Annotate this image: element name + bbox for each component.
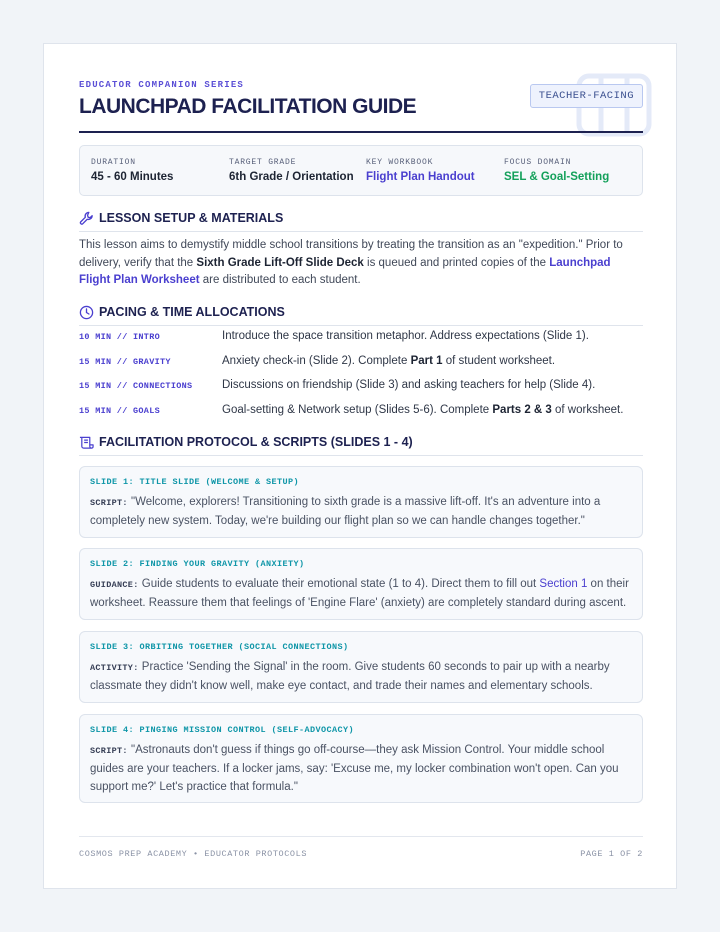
setup-paragraph: This lesson aims to demystify middle school transitions by treating the transition as an "expedition." Prior to delivery, verify that the Sixth Grade Lift-Off Slide Deck is queued and printed copies of the Launchpad Flight Plan Worksheet are distributed to each student. — [79, 239, 623, 286]
protocol-section-heading: FACILITATION PROTOCOL & SCRIPTS (SLIDES 1 - 4) — [79, 434, 643, 456]
slide-card-2: SLIDE 2: FINDING YOUR GRAVITY (ANXIETY) GUIDANCE: Guide students to evaluate their emotional state (1 to 4). Direct them to fill out Section 1 on their worksheet. Reassure them that feelings of 'Engine Flare' (anxiety) are completely standard during ascent. — [79, 548, 643, 620]
page-number: PAGE 1 OF 2 — [580, 849, 643, 859]
slide-card-1: SLIDE 1: TITLE SLIDE (WELCOME & SETUP) SCRIPT: "Welcome, explorers! Transitioning to sixth grade is a massive lift-off. It's an adventure into a completely new system. Today, we're building our flight plan so we can handle changes together." — [79, 466, 643, 538]
meta-duration: DURATION 45 - 60 Minutes — [91, 158, 174, 183]
pacing-row: 15 MIN // GOALS Goal-setting & Network setup (Slides 5-6). Complete Parts 2 & 3 of worksheet. — [79, 404, 624, 416]
pacing-section-heading: PACING & TIME ALLOCATIONS — [79, 304, 643, 326]
meta-target-grade: TARGET GRADE 6th Grade / Orientation — [229, 158, 354, 183]
slide-deck-name: Sixth Grade Lift-Off Slide Deck — [196, 256, 364, 269]
teacher-facing-badge: TEACHER-FACING — [530, 84, 643, 108]
setup-section-heading: LESSON SETUP & MATERIALS — [79, 210, 643, 232]
slide-card-4: SLIDE 4: PINGING MISSION CONTROL (SELF-ADVOCACY) SCRIPT: "Astronauts don't guess if things go off-course—they ask Mission Control. Your middle school guides are your teachers. If a locker jams, say: 'Excuse me, my locker combination won't open. Can you support me?' Let's practice that formula." — [79, 714, 643, 803]
title-divider — [79, 131, 643, 133]
meta-focus-domain: FOCUS DOMAIN SEL & Goal-Setting — [504, 158, 610, 183]
pacing-row: 15 MIN // GRAVITY Anxiety check-in (Slide 2). Complete Part 1 of student worksheet. — [79, 355, 556, 367]
footer-divider — [79, 836, 643, 837]
pacing-row: 10 MIN // INTRO Introduce the space transition metaphor. Address expectations (Slide 1). — [79, 330, 589, 342]
section-1-link: Section 1 — [539, 578, 588, 590]
worksheet-name: Launchpad Flight Plan Worksheet — [79, 256, 611, 286]
series-label: EDUCATOR COMPANION SERIES — [79, 80, 245, 90]
pacing-row: 15 MIN // CONNECTIONS Discussions on friendship (Slide 3) and asking teachers for help (Slide 4). — [79, 379, 596, 391]
document-page — [43, 43, 677, 889]
slide-card-3: SLIDE 3: ORBITING TOGETHER (SOCIAL CONNECTIONS) ACTIVITY: Practice 'Sending the Signal' in the room. Give students 60 seconds to pair up with a nearby classmate they didn't know well, make eye contact, and trade their names and elementary schools. — [79, 631, 643, 703]
page-title: LAUNCHPAD FACILITATION GUIDE — [79, 95, 417, 118]
lesson-meta-panel — [79, 145, 643, 196]
footer-org: COSMOS PREP ACADEMY • EDUCATOR PROTOCOLS — [79, 849, 308, 859]
wrench-icon — [79, 211, 94, 226]
clock-icon — [79, 305, 94, 320]
meta-key-workbook: KEY WORKBOOK Flight Plan Handout — [366, 158, 475, 183]
scroll-icon — [79, 435, 94, 450]
